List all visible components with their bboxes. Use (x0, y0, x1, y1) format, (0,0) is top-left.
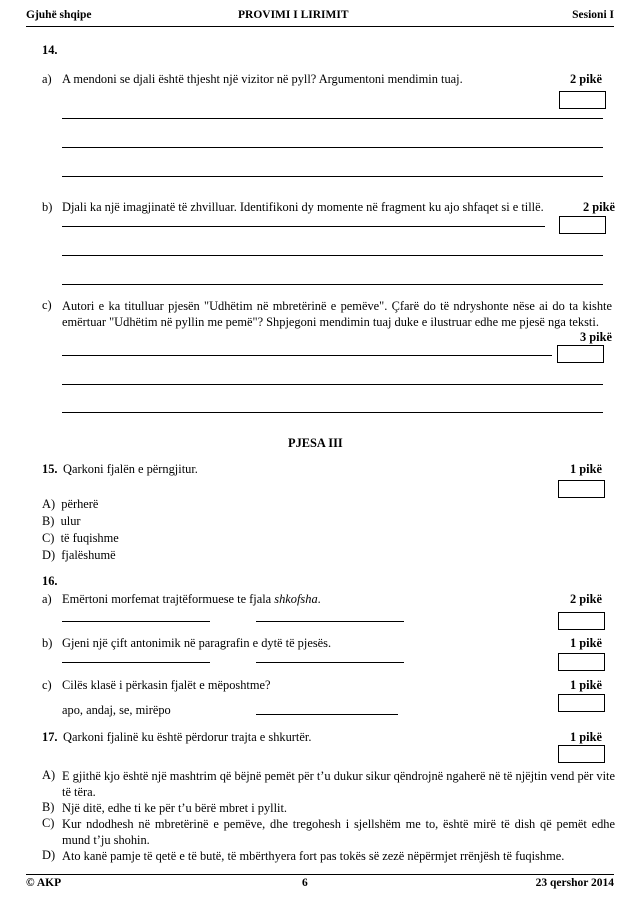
q14c-text: Autori e ka titulluar pjesën "Udhëtim në mbretërinë e pemëve". Çfarë do të ndryshonte nëse ai do ta kishte emërtuar "Udhëtim në pyllin me pemë"? Shpjegoni mendimin tuaj duke e ilustruar edhe me pjesë nga teksti. (62, 299, 612, 329)
q16c-points: 1 pikë (569, 678, 602, 692)
q16a-target-word: shkofsha (274, 592, 318, 606)
answer-line[interactable] (62, 355, 552, 356)
header-subject: Gjuhë shqipe (26, 9, 92, 21)
q16c-word-list: apo, andaj, se, mirëpo (62, 703, 171, 717)
q14a-points: 2 pikë (569, 72, 602, 86)
q17-number: 17. (42, 730, 58, 744)
q15-number: 15. (42, 462, 58, 476)
section-title: PJESA III (288, 436, 343, 450)
q15-option-a[interactable]: A) përherë (42, 497, 99, 511)
answer-line[interactable] (62, 176, 603, 177)
q16b-letter: b) (42, 636, 53, 650)
q14a-score-box[interactable] (559, 91, 606, 109)
answer-line[interactable] (62, 384, 603, 385)
q15-text: Qarkoni fjalën e përngjitur. (63, 462, 198, 476)
q16a-text: Emërtoni morfemat trajtëformuese te fjala shkofsha. (62, 592, 321, 606)
q14a-text: A mendoni se djali është thjesht një vizitor në pyll? Argumentoni mendimin tuaj. (62, 72, 463, 86)
q16c-text: Cilës klasë i përkasin fjalët e mëposhtme? (62, 678, 271, 692)
q16b-score-box[interactable] (558, 653, 605, 671)
q17-option-b-letter: B) (42, 800, 55, 814)
q14c-letter: c) (42, 298, 52, 312)
q15-option-c[interactable]: C) të fuqishme (42, 531, 119, 545)
q15-option-b[interactable]: B) ulur (42, 514, 81, 528)
q17-option-d[interactable]: Ato kanë pamje të qetë e të butë, të mbërthyera fort pas tokës së zezë nëpërmjet rrënjësh të fuqishme. (62, 849, 565, 863)
q17-option-a-letter: A) (42, 768, 56, 782)
q17-score-box[interactable] (558, 745, 605, 763)
header-exam-title: PROVIMI I LIRIMIT (238, 9, 349, 21)
q17-option-c[interactable]: Kur ndodhesh në mbretërinë e pemëve, dhe tregohesh i sjellshëm me to, është mirë të dish që pemët edhe mund t’ju shohin. (62, 817, 615, 847)
q14b-score-box[interactable] (559, 216, 606, 234)
q17-option-a[interactable]: E gjithë kjo është një mashtrim që bëjnë pemët për t’u dukur sikur qëndrojnë ngaherë në të njëjtin vend për vite të tëra. (62, 769, 615, 799)
q16c-letter: c) (42, 678, 52, 692)
q14c-points: 3 pikë (579, 330, 612, 344)
q17-text: Qarkoni fjalinë ku është përdorur trajta e shkurtër. (63, 730, 312, 744)
q17-option-b[interactable]: Një ditë, edhe ti ke për t’u bërë mbret i pyllit. (62, 801, 288, 815)
footer-date: 23 qershor 2014 (535, 877, 614, 889)
page-number: 6 (302, 877, 308, 889)
q14b-points: 2 pikë (582, 200, 615, 214)
q14-number: 14. (42, 43, 58, 57)
answer-line[interactable] (62, 147, 603, 148)
q14b-letter: b) (42, 200, 53, 214)
q17-option-c-letter: C) (42, 816, 55, 830)
q14a-letter: a) (42, 72, 52, 86)
header-session: Sesioni I (572, 9, 614, 21)
answer-line[interactable] (256, 662, 404, 663)
q17-option-d-letter: D) (42, 848, 56, 862)
answer-line[interactable] (62, 662, 210, 663)
q17-points: 1 pikë (569, 730, 602, 744)
footer-copyright: © AKP (26, 877, 62, 889)
answer-line[interactable] (62, 284, 603, 285)
q16a-score-box[interactable] (558, 612, 605, 630)
q16b-points: 1 pikë (569, 636, 602, 650)
q15-points: 1 pikë (569, 462, 602, 476)
answer-line[interactable] (256, 714, 398, 715)
answer-line[interactable] (256, 621, 404, 622)
q14c-score-box[interactable] (557, 345, 604, 363)
q14b-text: Djali ka një imagjinatë të zhvilluar. Identifikoni dy momente në fragment ku ajo shfaqet si e tillë. (62, 200, 544, 214)
answer-line[interactable] (62, 226, 545, 227)
answer-line[interactable] (62, 255, 603, 256)
footer-rule (26, 874, 614, 875)
q15-option-d[interactable]: D) fjalëshumë (42, 548, 116, 562)
q15-score-box[interactable] (558, 480, 605, 498)
q16-number: 16. (42, 574, 58, 588)
answer-line[interactable] (62, 118, 603, 119)
q16c-score-box[interactable] (558, 694, 605, 712)
header-rule (26, 26, 614, 27)
q16b-text: Gjeni një çift antonimik në paragrafin e dytë të pjesës. (62, 636, 332, 650)
answer-line[interactable] (62, 621, 210, 622)
q16a-letter: a) (42, 592, 52, 606)
q16a-points: 2 pikë (569, 592, 602, 606)
answer-line[interactable] (62, 412, 603, 413)
